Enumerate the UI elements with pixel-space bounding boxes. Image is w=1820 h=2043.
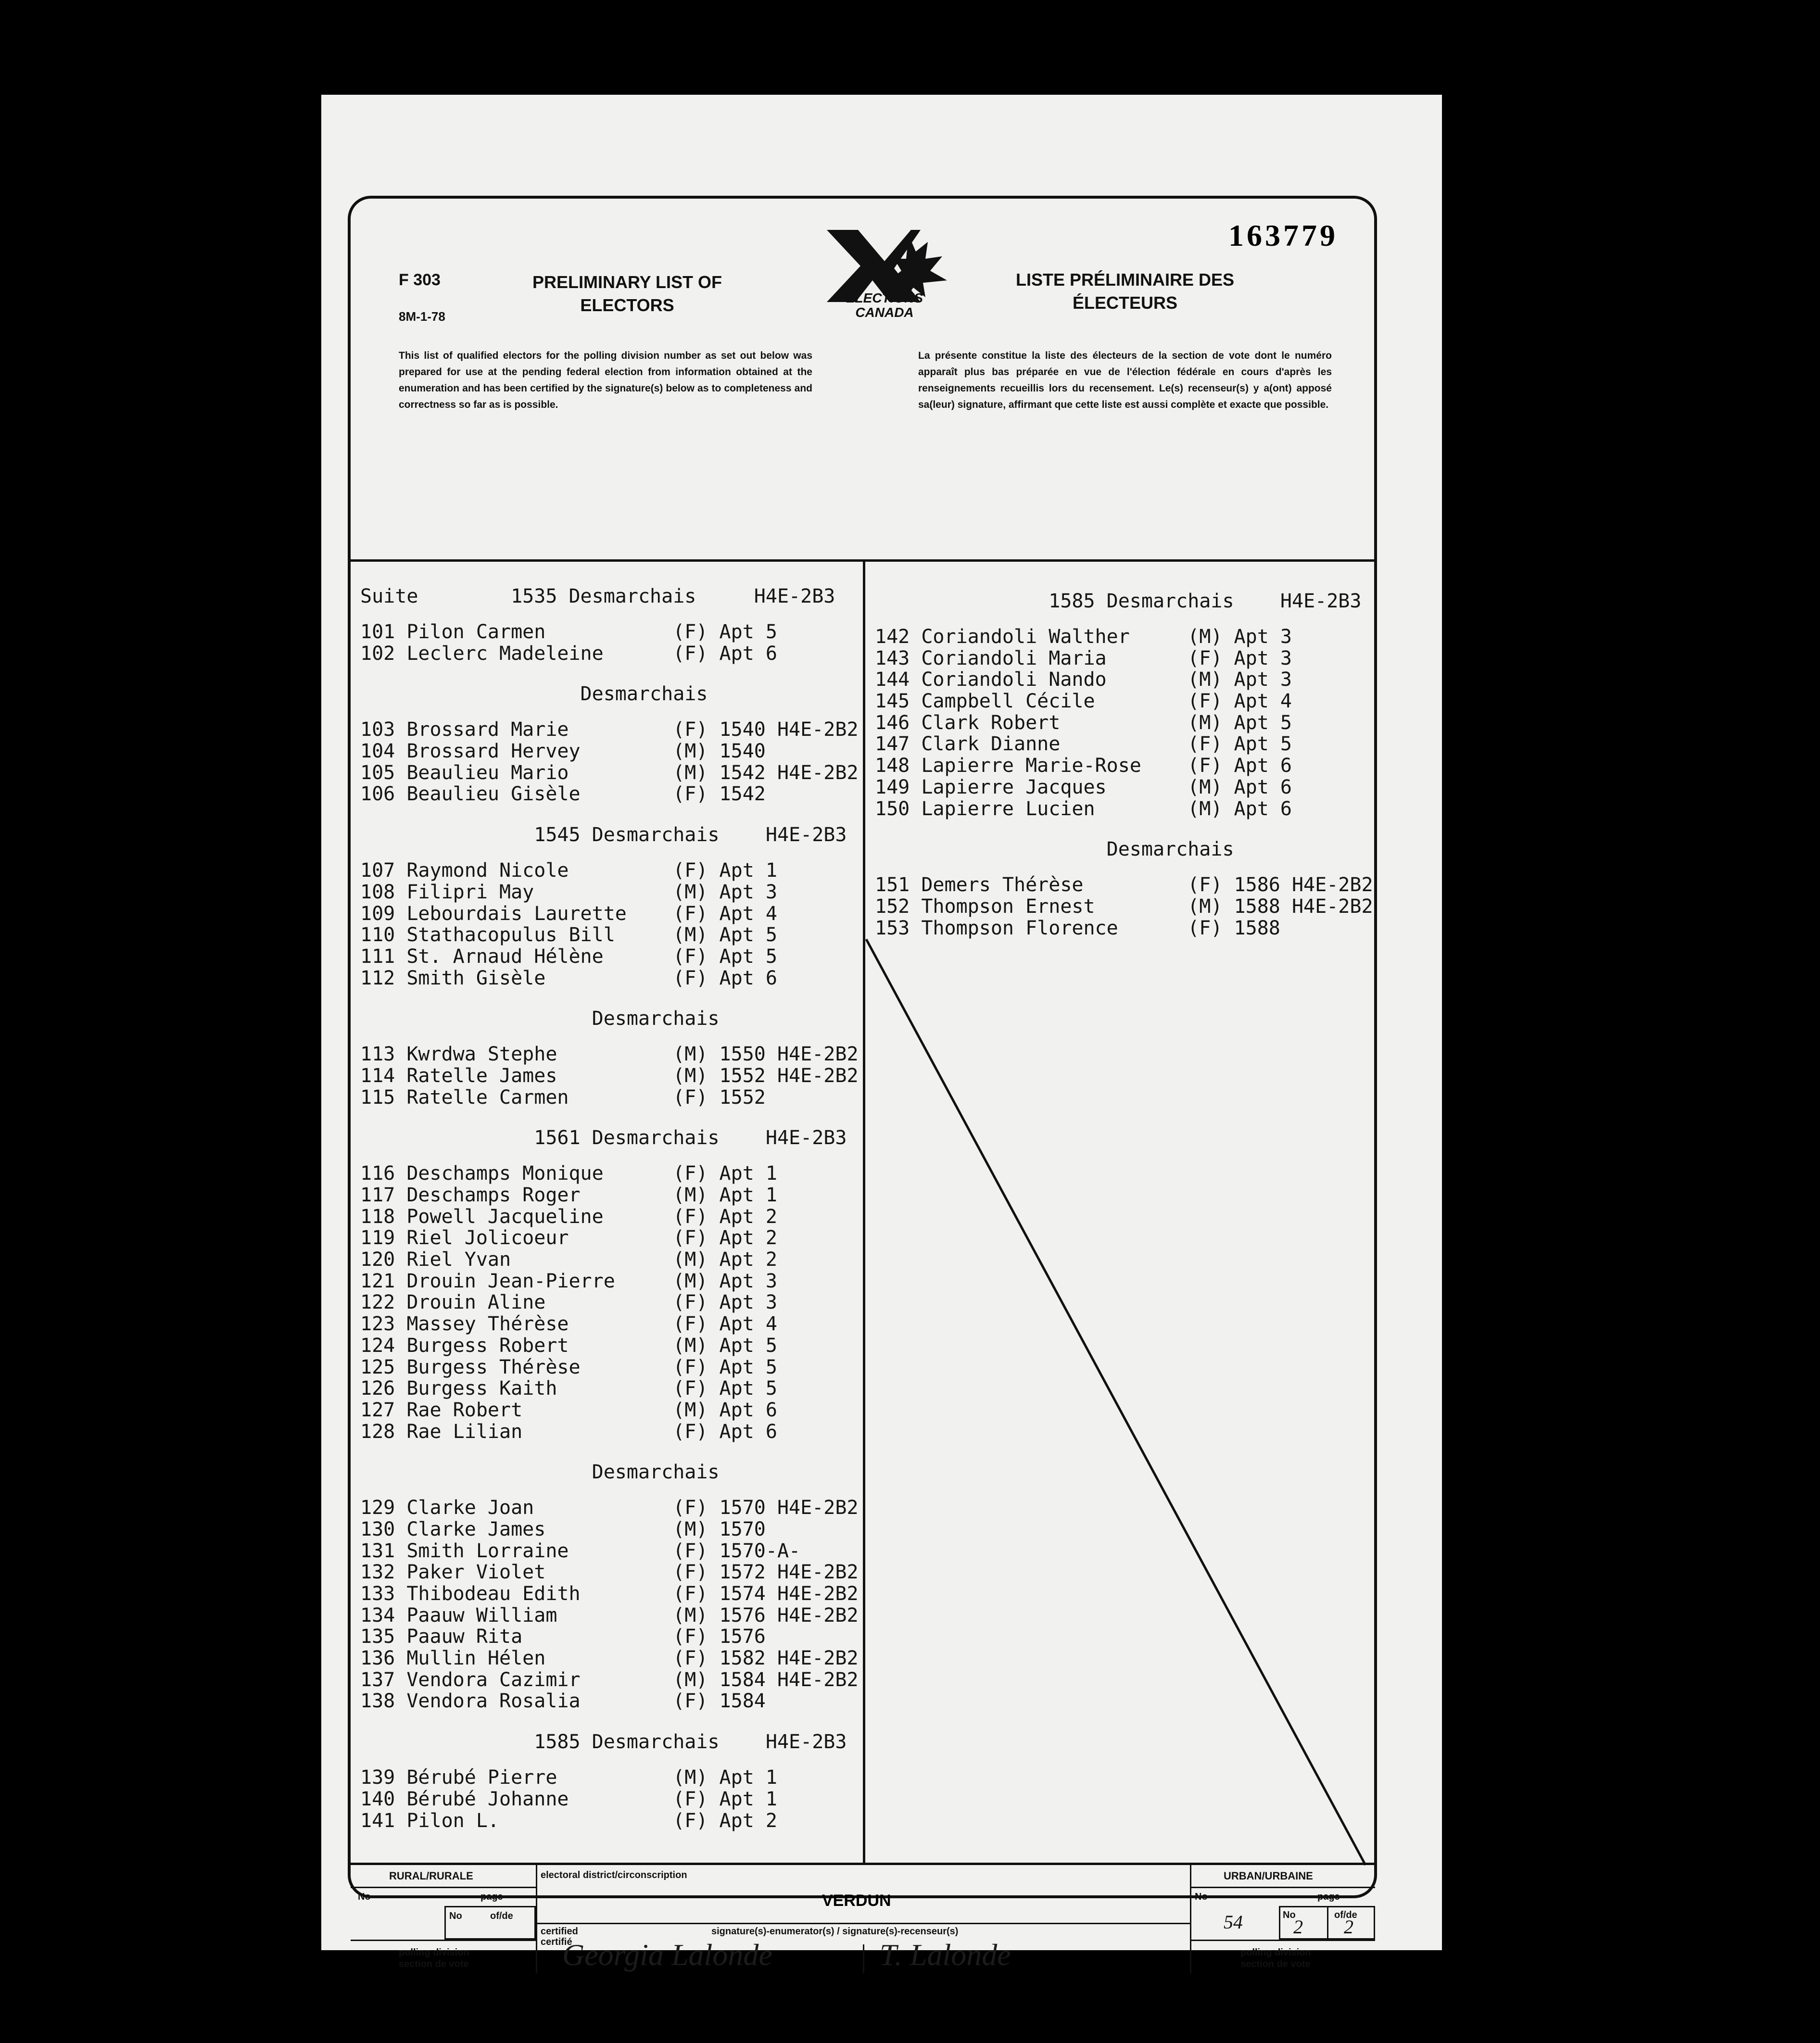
elector-row: 116 Deschamps Monique (F) Apt 1 [360,1162,777,1185]
elector-row: 131 Smith Lorraine (F) 1570-A- [360,1539,801,1562]
elector-row: 121 Drouin Jean-Pierre (M) Apt 3 [360,1270,777,1292]
elector-row: 149 Lapierre Jacques (M) Apt 6 [875,776,1292,798]
elector-row: 143 Coriandoli Maria (F) Apt 3 [875,647,1292,669]
elector-row: 147 Clark Dianne (F) Apt 5 [875,733,1292,756]
diagonal-strike-line [351,199,1375,1867]
strike-line [866,939,1365,1865]
rural-polling-label-en: polling division [399,1947,469,1958]
title-english-line-1: PRELIMINARY LIST OF [532,272,722,292]
rural-rule-2 [351,1940,536,1941]
elector-row: 122 Drouin Aline (F) Apt 3 [360,1291,777,1314]
rural-page-of-label: of/de [490,1911,513,1921]
elector-row: 139 Bérubé Pierre (M) Apt 1 [360,1766,777,1789]
elector-row: 107 Raymond Nicole (F) Apt 1 [360,859,777,882]
urban-of-value: 2 [1344,1916,1353,1938]
street-header: Desmarchais [360,683,708,706]
elector-row: 112 Smith Gisèle (F) Apt 6 [360,967,777,989]
elector-row: 106 Beaulieu Gisèle (F) 1542 [360,783,766,806]
elector-row: 146 Clark Robert (M) Apt 5 [875,711,1292,734]
elector-row: 129 Clarke Joan (F) 1570 H4E-2B2 [360,1497,859,1519]
street-header: Suite 1535 Desmarchais H4E-2B3 [360,585,835,607]
elector-row: 142 Coriandoli Walther (M) Apt 3 [875,626,1292,648]
intro-english: This list of qualified electors for the polling division number as set out below was prepared for use at the pending federal election from information obtained at the enumeration and has been certified by the signature(s) below as to completeness and correctness so far as is possible. [399,350,812,410]
logo-text-line-2: CANADA [855,305,914,320]
rural-polling-label-fr: section de vote [399,1959,469,1969]
elector-row: 124 Burgess Robert (M) Apt 5 [360,1334,777,1357]
elector-row: 153 Thompson Florence (F) 1588 [875,917,1280,939]
rural-page-no-label: No [449,1911,462,1921]
signature-label: signature(s)-enumerator(s) / signature(s)-recenseur(s) [711,1926,959,1937]
signature-separator [863,1944,864,1973]
urban-no-label: No [1195,1892,1208,1902]
rural-label: RURAL/RURALE [389,1870,473,1882]
elector-row: 152 Thompson Ernest (M) 1588 H4E-2B2 [875,895,1373,918]
urban-no-value: 54 [1224,1911,1243,1933]
elector-row: 125 Burgess Thérèse (F) Apt 5 [360,1356,777,1378]
elector-row: 140 Bérubé Johanne (F) Apt 1 [360,1788,777,1810]
urban-rule [1190,1887,1375,1888]
urban-polling-label-en: polling division [1240,1947,1311,1958]
elector-row: 141 Pilon L. (F) Apt 2 [360,1809,777,1832]
elector-row: 120 Riel Yvan (M) Apt 2 [360,1248,777,1271]
rural-rule [351,1887,536,1888]
street-header: Desmarchais [360,1461,720,1484]
urban-label: URBAN/URBAINE [1224,1870,1313,1882]
elector-row: 115 Ratelle Carmen (F) 1552 [360,1086,766,1109]
elector-row: 128 Rae Lilian (F) Apt 6 [360,1420,777,1443]
elector-row: 102 Leclerc Madeleine (F) Apt 6 [360,642,777,665]
elector-row: 150 Lapierre Lucien (M) Apt 6 [875,797,1292,820]
certified-label-en: certified [541,1926,578,1937]
elector-row: 134 Paauw William (M) 1576 H4E-2B2 [360,1604,859,1627]
elector-row: 130 Clarke James (M) 1570 [360,1518,766,1540]
rural-page-label: page [480,1892,503,1902]
district-label: electoral district/circonscription [541,1870,687,1880]
elector-row: 109 Lebourdais Laurette (F) Apt 4 [360,902,777,925]
street-header: 1585 Desmarchais H4E-2B3 [360,1731,847,1753]
elector-row: 103 Brossard Marie (F) 1540 H4E-2B2 [360,719,859,741]
elector-row: 108 Filipri May (M) Apt 3 [360,881,777,903]
urban-rule-2 [1190,1940,1375,1941]
form-code: F 303 [399,271,441,289]
signature-enumerator-1: Georgia Lalonde [562,1938,772,1972]
urban-page-label: page [1317,1892,1340,1902]
street-header: 1545 Desmarchais H4E-2B3 [360,824,847,846]
elector-row: 137 Vendora Cazimir (M) 1584 H4E-2B2 [360,1668,859,1691]
elector-row: 119 Riel Jolicoeur (F) Apt 2 [360,1227,777,1249]
elector-row: 133 Thibodeau Edith (F) 1574 H4E-2B2 [360,1583,859,1605]
elector-row: 113 Kwrdwa Stephe (M) 1550 H4E-2B2 [360,1043,859,1066]
urban-polling-label [1240,1947,1311,1970]
elector-row: 151 Demers Thérèse (F) 1586 H4E-2B2 [875,874,1373,896]
signature-enumerator-2: T. Lalonde [880,1938,1011,1972]
elector-row: 123 Massey Thérèse (F) Apt 4 [360,1313,777,1336]
form-frame [348,196,1377,1972]
street-header: Desmarchais [875,838,1234,861]
footer-separator-right [1190,1863,1191,1973]
elector-row: 104 Brossard Hervey (M) 1540 [360,740,766,763]
logo-text-line-1: ÉLECTIONS [846,290,923,305]
elector-row: 111 St. Arnaud Hélène (F) Apt 5 [360,945,777,968]
elector-row: 118 Powell Jacqueline (F) Apt 2 [360,1205,777,1228]
district-rule [536,1923,1190,1924]
elector-row: 136 Mullin Hélen (F) 1582 H4E-2B2 [360,1647,859,1670]
footer-separator-left [536,1863,537,1973]
elector-row: 132 Paker Violet (F) 1572 H4E-2B2 [360,1561,859,1584]
serial-number: 163779 [1228,218,1338,252]
rural-no-label: No [358,1892,371,1902]
street-header: Desmarchais [360,1008,720,1030]
intro-french: La présente constitue la liste des électeurs de la section de vote dont le numéro apparaît plus bas préparée en vue de l'élection fédérale en cours d'après les renseignements recueillis lors du recensement. Le(s) recenseur(s) y a(ont) apposé sa(leur) signature, affirmant que cette liste est aussi complète et exacte que possible. [918,350,1332,410]
elector-row: 148 Lapierre Marie-Rose (F) Apt 6 [875,755,1292,777]
urban-page-divider [1327,1906,1328,1940]
elector-row: 105 Beaulieu Mario (M) 1542 H4E-2B2 [360,761,859,784]
elector-row: 110 Stathacopulus Bill (M) Apt 5 [360,924,777,946]
urban-page-of-label: of/de [1334,1910,1357,1920]
document-sheet [321,95,1442,1972]
elector-row: 145 Campbell Cécile (F) Apt 4 [875,690,1292,713]
elector-row: 138 Vendora Rosalia (F) 1584 [360,1690,766,1713]
elector-row: 126 Burgess Kaith (F) Apt 5 [360,1377,777,1400]
street-header: 1585 Desmarchais H4E-2B3 [875,590,1362,612]
urban-page-no-label: No [1283,1910,1296,1920]
form-date: 8M-1-78 [399,309,445,324]
street-header: 1561 Desmarchais H4E-2B3 [360,1127,847,1149]
urban-page-value: 2 [1293,1916,1303,1938]
title-english-line-2: ELECTORS [580,295,674,315]
elector-row: 114 Ratelle James (M) 1552 H4E-2B2 [360,1064,859,1087]
elector-row: 117 Deschamps Roger (M) Apt 1 [360,1184,777,1206]
title-french-line-2: ÉLECTEURS [1072,293,1178,313]
elector-row: 127 Rae Robert (M) Apt 6 [360,1399,777,1421]
urban-polling-label-fr: section de vote [1240,1959,1311,1969]
elector-row: 135 Paauw Rita (F) 1576 [360,1626,766,1648]
title-french-line-1: LISTE PRÉLIMINAIRE DES [1015,270,1235,290]
certified-label-fr: certifié [541,1937,572,1947]
elector-row: 144 Coriandoli Nando (M) Apt 3 [875,668,1292,691]
rural-polling-label [399,1947,469,1970]
elector-row: 101 Pilon Carmen (F) Apt 5 [360,621,777,643]
district-value: VERDUN [822,1892,891,1910]
